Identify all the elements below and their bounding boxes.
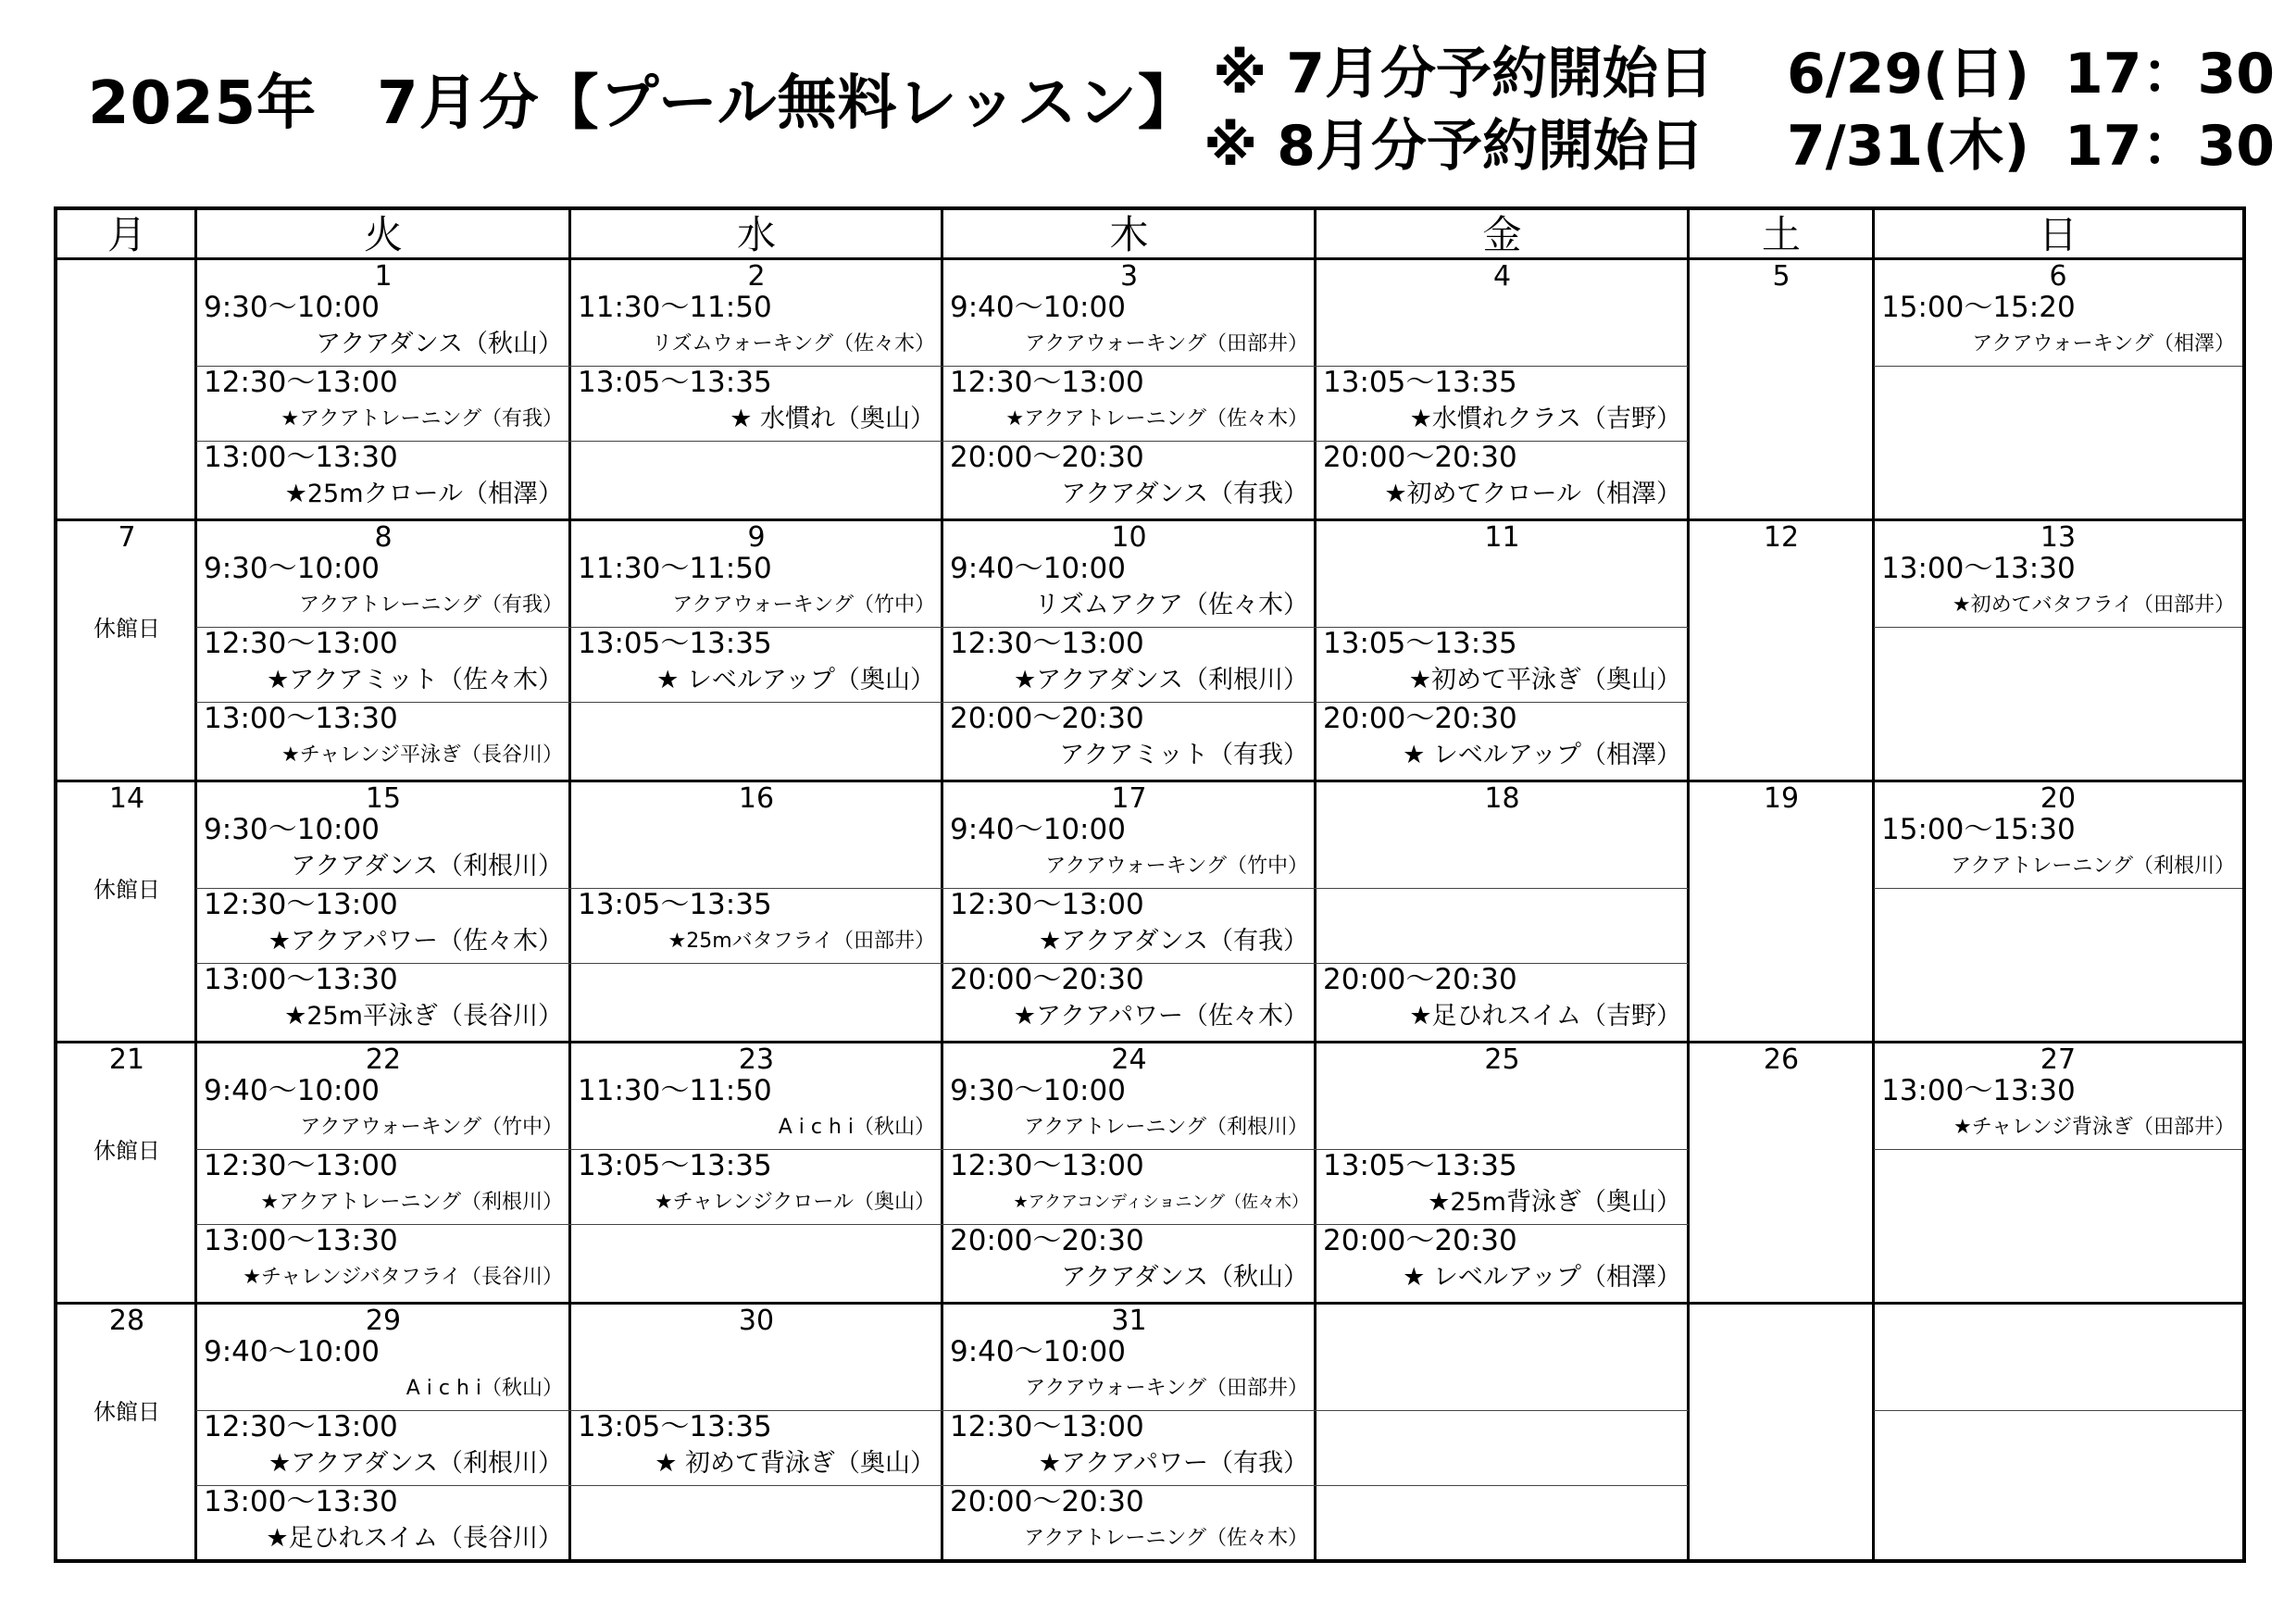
lesson-name: ★ レベルアップ（奥山） bbox=[656, 666, 935, 694]
lesson-time: 13:00〜13:30 bbox=[204, 702, 398, 735]
slot-divider bbox=[1874, 366, 2242, 367]
lesson-time: 13:05〜13:35 bbox=[1323, 366, 1517, 399]
lesson-time: 11:30〜11:50 bbox=[578, 552, 772, 585]
lesson-name: ★アクアトレーニング（有我） bbox=[281, 407, 563, 431]
lesson-slot bbox=[942, 963, 1316, 1038]
notice-time: 17：30 bbox=[2065, 42, 2275, 106]
date-number: 28 bbox=[108, 1305, 145, 1337]
lesson-name: ★初めて平泳ぎ（奥山） bbox=[1408, 666, 1681, 694]
lesson-slot bbox=[570, 1335, 942, 1410]
lesson-time: 12:30〜13:00 bbox=[204, 1149, 398, 1182]
date-number: 15 bbox=[365, 782, 402, 815]
lesson-time: 12:30〜13:00 bbox=[950, 888, 1144, 921]
slot-divider bbox=[1874, 1410, 2242, 1411]
lesson-slot bbox=[570, 366, 942, 441]
lesson-time: 12:30〜13:00 bbox=[950, 366, 1144, 399]
date-number: 26 bbox=[1763, 1043, 1800, 1076]
lesson-slot bbox=[1316, 963, 1689, 1038]
lesson-slot bbox=[196, 627, 570, 702]
lesson-name: ★25m平泳ぎ（長谷川） bbox=[284, 1002, 563, 1031]
date-number: 4 bbox=[1492, 260, 1512, 293]
reservation-notice-august bbox=[1204, 109, 2275, 183]
lesson-slot bbox=[1316, 1149, 1689, 1224]
date-number: 22 bbox=[365, 1043, 402, 1076]
lesson-slot bbox=[942, 1410, 1316, 1485]
lesson-time: 9:40〜10:00 bbox=[950, 291, 1126, 324]
lesson-slot bbox=[1316, 1485, 1689, 1560]
lesson-slot bbox=[196, 1074, 570, 1149]
lesson-slot bbox=[1316, 888, 1689, 963]
lesson-slot bbox=[196, 1485, 570, 1560]
lesson-time: 20:00〜20:30 bbox=[950, 1485, 1144, 1518]
lesson-name: ★ 水慣れ（奥山） bbox=[730, 405, 935, 433]
lesson-time: 13:00〜13:30 bbox=[1881, 1074, 2076, 1107]
lesson-name: アクアウォーキング（田部井） bbox=[1025, 1377, 1308, 1400]
lesson-name: ★アクアダンス（利根川） bbox=[268, 1449, 563, 1478]
closed-day-note: 休館日 bbox=[94, 1138, 160, 1164]
lesson-slot bbox=[1316, 366, 1689, 441]
date-number: 9 bbox=[747, 521, 766, 554]
date-number: 29 bbox=[365, 1305, 402, 1337]
lesson-time: 20:00〜20:30 bbox=[1323, 441, 1517, 474]
date-number: 20 bbox=[2040, 782, 2077, 815]
date-number: 30 bbox=[738, 1305, 775, 1337]
lesson-calendar bbox=[54, 206, 2246, 1563]
day-header: 月 bbox=[106, 212, 146, 257]
lesson-time: 20:00〜20:30 bbox=[950, 441, 1144, 474]
lesson-name: アクアウォーキング（相澤） bbox=[1972, 332, 2235, 356]
lesson-slot bbox=[942, 1149, 1316, 1224]
lesson-name: ★アクアトレーニング（佐々木） bbox=[1005, 407, 1308, 431]
date-number bbox=[1874, 1305, 2242, 1337]
lesson-time: 12:30〜13:00 bbox=[950, 627, 1144, 660]
date-number: 8 bbox=[374, 521, 393, 554]
closed-day-note: 休館日 bbox=[94, 877, 160, 903]
lesson-name: アクアミット（有我） bbox=[1059, 741, 1308, 769]
lesson-time: 13:00〜13:30 bbox=[1881, 552, 2076, 585]
date-number: 12 bbox=[1763, 521, 1800, 554]
lesson-name: アクアウォーキング（田部井） bbox=[1025, 332, 1308, 356]
lesson-name: ★足ひれスイム（長谷川） bbox=[266, 1524, 563, 1553]
slot-divider bbox=[1874, 627, 2242, 628]
lesson-slot bbox=[942, 1335, 1316, 1410]
notice-date: 7/31(木) bbox=[1787, 114, 2030, 179]
lesson-name: A i c h i（秋山） bbox=[778, 1116, 935, 1139]
day-header: 火 bbox=[363, 212, 403, 257]
lesson-time: 9:30〜10:00 bbox=[950, 1074, 1126, 1107]
lesson-time: 9:40〜10:00 bbox=[950, 813, 1126, 846]
lesson-slot bbox=[1874, 813, 2242, 888]
lesson-slot bbox=[196, 963, 570, 1038]
lesson-time: 9:30〜10:00 bbox=[204, 291, 380, 324]
lesson-time: 12:30〜13:00 bbox=[204, 627, 398, 660]
closed-day-note: 休館日 bbox=[94, 616, 160, 642]
lesson-slot bbox=[570, 1410, 942, 1485]
lesson-name: ★アクアコンディショニング（佐々木） bbox=[1013, 1193, 1308, 1212]
lesson-slot bbox=[942, 441, 1316, 516]
lesson-slot bbox=[1316, 813, 1689, 888]
lesson-time: 13:00〜13:30 bbox=[204, 441, 398, 474]
lesson-time: 20:00〜20:30 bbox=[1323, 702, 1517, 735]
lesson-name: アクアトレーニング（利根川） bbox=[1951, 855, 2235, 878]
lesson-slot bbox=[942, 552, 1316, 627]
date-number: 21 bbox=[108, 1043, 145, 1076]
lesson-time: 20:00〜20:30 bbox=[950, 1224, 1144, 1257]
lesson-time: 12:30〜13:00 bbox=[204, 888, 398, 921]
lesson-time: 13:05〜13:35 bbox=[578, 366, 772, 399]
lesson-name: アクアウォーキング（竹中） bbox=[1045, 855, 1308, 878]
lesson-slot bbox=[1316, 552, 1689, 627]
date-number: 10 bbox=[1111, 521, 1147, 554]
lesson-time: 9:30〜10:00 bbox=[204, 552, 380, 585]
lesson-slot bbox=[570, 888, 942, 963]
lesson-slot bbox=[1874, 552, 2242, 627]
lesson-slot bbox=[942, 366, 1316, 441]
lesson-time: 15:00〜15:20 bbox=[1881, 291, 2076, 324]
lesson-time: 20:00〜20:30 bbox=[950, 963, 1144, 996]
date-number: 2 bbox=[747, 260, 766, 293]
lesson-time: 13:05〜13:35 bbox=[578, 888, 772, 921]
lesson-slot bbox=[942, 888, 1316, 963]
notice-time: 17：30 bbox=[2065, 114, 2275, 179]
lesson-name: ★アクアトレーニング（利根川） bbox=[260, 1191, 563, 1214]
lesson-time: 9:40〜10:00 bbox=[204, 1074, 380, 1107]
closed-day-note: 休館日 bbox=[94, 1399, 160, 1425]
date-number: 18 bbox=[1484, 782, 1520, 815]
lesson-slot bbox=[942, 627, 1316, 702]
lesson-time: 13:00〜13:30 bbox=[204, 1224, 398, 1257]
date-number: 11 bbox=[1484, 521, 1520, 554]
lesson-name: ★ 初めて背泳ぎ（奥山） bbox=[655, 1449, 935, 1478]
day-header: 水 bbox=[736, 212, 776, 257]
lesson-name: ★水慣れクラス（吉野） bbox=[1409, 405, 1681, 433]
slot-divider bbox=[1874, 1149, 2242, 1150]
lesson-time: 13:05〜13:35 bbox=[1323, 627, 1517, 660]
lesson-time: 20:00〜20:30 bbox=[1323, 1224, 1517, 1257]
lesson-slot bbox=[570, 627, 942, 702]
lesson-slot bbox=[1316, 1074, 1689, 1149]
date-number: 1 bbox=[374, 260, 393, 293]
lesson-time: 13:00〜13:30 bbox=[204, 963, 398, 996]
lesson-name: アクアトレーニング（有我） bbox=[299, 593, 563, 617]
lesson-name: アクアダンス（利根川） bbox=[291, 852, 563, 881]
lesson-name: アクアトレーニング（佐々木） bbox=[1024, 1527, 1308, 1550]
lesson-name: ★初めてクロール（相澤） bbox=[1384, 480, 1681, 508]
lesson-name: アクアウォーキング（竹中） bbox=[300, 1116, 563, 1139]
lesson-name: ★チャレンジバタフライ（長谷川） bbox=[243, 1266, 563, 1289]
page-title: 2025年 7月分【プール無料レッスン】 bbox=[88, 69, 1198, 138]
date-number bbox=[1689, 1305, 1874, 1337]
date-number: 5 bbox=[1772, 260, 1791, 293]
lesson-name: ★初めてバタフライ（田部井） bbox=[1952, 593, 2235, 617]
lesson-name: ★アクアパワー（佐々木） bbox=[1013, 1002, 1308, 1031]
lesson-name: リズムウォーキング（佐々木） bbox=[651, 332, 935, 356]
lesson-slot bbox=[1316, 627, 1689, 702]
lesson-name: ★25mクロール（相澤） bbox=[284, 480, 563, 508]
lesson-slot bbox=[1316, 1335, 1689, 1410]
lesson-slot bbox=[196, 552, 570, 627]
day-header: 日 bbox=[2038, 212, 2078, 257]
lesson-slot bbox=[196, 813, 570, 888]
lesson-name: ★足ひれスイム（吉野） bbox=[1409, 1002, 1681, 1031]
date-number: 24 bbox=[1111, 1043, 1147, 1076]
notice-label: ※ 7月分予約開始日 bbox=[1213, 42, 1714, 106]
date-number: 16 bbox=[738, 782, 775, 815]
lesson-slot bbox=[570, 963, 942, 1038]
lesson-name: ★25mバタフライ（田部井） bbox=[668, 930, 935, 953]
lesson-slot bbox=[570, 441, 942, 516]
lesson-slot bbox=[1316, 1410, 1689, 1485]
lesson-name: ★アクアパワー（有我） bbox=[1038, 1449, 1308, 1478]
lesson-slot bbox=[942, 1074, 1316, 1149]
lesson-name: ★ レベルアップ（相澤） bbox=[1403, 741, 1681, 769]
lesson-name: ★チャレンジ平泳ぎ（長谷川） bbox=[281, 743, 563, 767]
lesson-name: ★チャレンジクロール（奥山） bbox=[654, 1191, 935, 1214]
lesson-time: 9:40〜10:00 bbox=[950, 552, 1126, 585]
lesson-time: 12:30〜13:00 bbox=[204, 1410, 398, 1443]
lesson-slot bbox=[570, 702, 942, 777]
date-number: 25 bbox=[1484, 1043, 1520, 1076]
lesson-slot bbox=[570, 1149, 942, 1224]
notice-label: ※ 8月分予約開始日 bbox=[1204, 114, 1704, 179]
lesson-slot bbox=[942, 813, 1316, 888]
lesson-slot bbox=[196, 366, 570, 441]
lesson-slot bbox=[570, 1485, 942, 1560]
lesson-name: ★アクアダンス（有我） bbox=[1039, 927, 1308, 956]
date-number: 3 bbox=[1119, 260, 1139, 293]
lesson-slot bbox=[570, 1074, 942, 1149]
lesson-time: 13:05〜13:35 bbox=[578, 1149, 772, 1182]
lesson-time: 9:30〜10:00 bbox=[204, 813, 380, 846]
lesson-slot bbox=[1316, 441, 1689, 516]
date-number: 23 bbox=[738, 1043, 775, 1076]
lesson-slot bbox=[942, 1224, 1316, 1299]
lesson-name: ★アクアミット（佐々木） bbox=[267, 666, 563, 694]
lesson-slot bbox=[196, 441, 570, 516]
lesson-name: ★チャレンジ背泳ぎ（田部井） bbox=[1953, 1116, 2235, 1139]
lesson-name: ★ レベルアップ（相澤） bbox=[1403, 1263, 1681, 1292]
lesson-time: 13:05〜13:35 bbox=[578, 1410, 772, 1443]
lesson-name: アクアダンス（秋山） bbox=[1061, 1263, 1308, 1292]
lesson-slot bbox=[1874, 291, 2242, 366]
date-number: 27 bbox=[2040, 1043, 2077, 1076]
date-number: 19 bbox=[1763, 782, 1800, 815]
lesson-slot bbox=[570, 552, 942, 627]
lesson-time: 11:30〜11:50 bbox=[578, 291, 772, 324]
date-number: 14 bbox=[108, 782, 145, 815]
lesson-time: 15:00〜15:30 bbox=[1881, 813, 2076, 846]
lesson-time: 12:30〜13:00 bbox=[950, 1410, 1144, 1443]
lesson-time: 9:40〜10:00 bbox=[204, 1335, 380, 1368]
lesson-slot bbox=[942, 702, 1316, 777]
slot-divider bbox=[1874, 888, 2242, 889]
lesson-name: リズムアクア（佐々木） bbox=[1034, 591, 1308, 619]
lesson-name: ★アクアパワー（佐々木） bbox=[268, 927, 563, 956]
lesson-time: 20:00〜20:30 bbox=[950, 702, 1144, 735]
lesson-name: ★25m背泳ぎ（奥山） bbox=[1428, 1188, 1681, 1217]
lesson-time: 13:05〜13:35 bbox=[1323, 1149, 1517, 1182]
notice-date: 6/29(日) bbox=[1787, 42, 2030, 106]
lesson-slot bbox=[1874, 1074, 2242, 1149]
lesson-name: アクアトレーニング（利根川） bbox=[1024, 1116, 1308, 1139]
lesson-time: 12:30〜13:00 bbox=[950, 1149, 1144, 1182]
day-header: 金 bbox=[1482, 212, 1522, 257]
lesson-name: アクアダンス（秋山） bbox=[316, 330, 563, 358]
lesson-slot bbox=[196, 1410, 570, 1485]
date-number bbox=[1316, 1305, 1689, 1337]
lesson-name: アクアウォーキング（竹中） bbox=[672, 593, 935, 617]
date-number bbox=[57, 261, 196, 293]
lesson-time: 9:40〜10:00 bbox=[950, 1335, 1126, 1368]
lesson-name: アクアダンス（有我） bbox=[1061, 480, 1308, 508]
lesson-slot bbox=[1316, 291, 1689, 366]
lesson-slot bbox=[196, 291, 570, 366]
lesson-slot bbox=[1874, 1335, 2242, 1410]
date-number: 6 bbox=[2049, 260, 2067, 293]
date-number: 7 bbox=[118, 521, 136, 554]
lesson-slot bbox=[570, 291, 942, 366]
date-number: 13 bbox=[2040, 521, 2077, 554]
lesson-name: ★アクアダンス（利根川） bbox=[1014, 666, 1308, 694]
lesson-time: 13:05〜13:35 bbox=[578, 627, 772, 660]
day-header: 土 bbox=[1761, 212, 1801, 257]
lesson-time: 11:30〜11:50 bbox=[578, 1074, 772, 1107]
date-number: 31 bbox=[1111, 1305, 1147, 1337]
reservation-notice-july bbox=[1213, 37, 2275, 111]
date-number: 17 bbox=[1111, 782, 1147, 815]
day-header: 木 bbox=[1109, 212, 1149, 257]
lesson-slot bbox=[1316, 1224, 1689, 1299]
lesson-slot bbox=[196, 1149, 570, 1224]
lesson-slot bbox=[196, 1335, 570, 1410]
lesson-slot bbox=[196, 1224, 570, 1299]
lesson-slot bbox=[942, 1485, 1316, 1560]
lesson-name: A i c h i（秋山） bbox=[406, 1377, 563, 1400]
lesson-slot bbox=[196, 888, 570, 963]
lesson-slot bbox=[942, 291, 1316, 366]
lesson-slot bbox=[570, 1224, 942, 1299]
lesson-slot bbox=[570, 813, 942, 888]
lesson-time: 13:00〜13:30 bbox=[204, 1485, 398, 1518]
lesson-time: 20:00〜20:30 bbox=[1323, 963, 1517, 996]
lesson-time: 12:30〜13:00 bbox=[204, 366, 398, 399]
lesson-slot bbox=[196, 702, 570, 777]
lesson-slot bbox=[1316, 702, 1689, 777]
